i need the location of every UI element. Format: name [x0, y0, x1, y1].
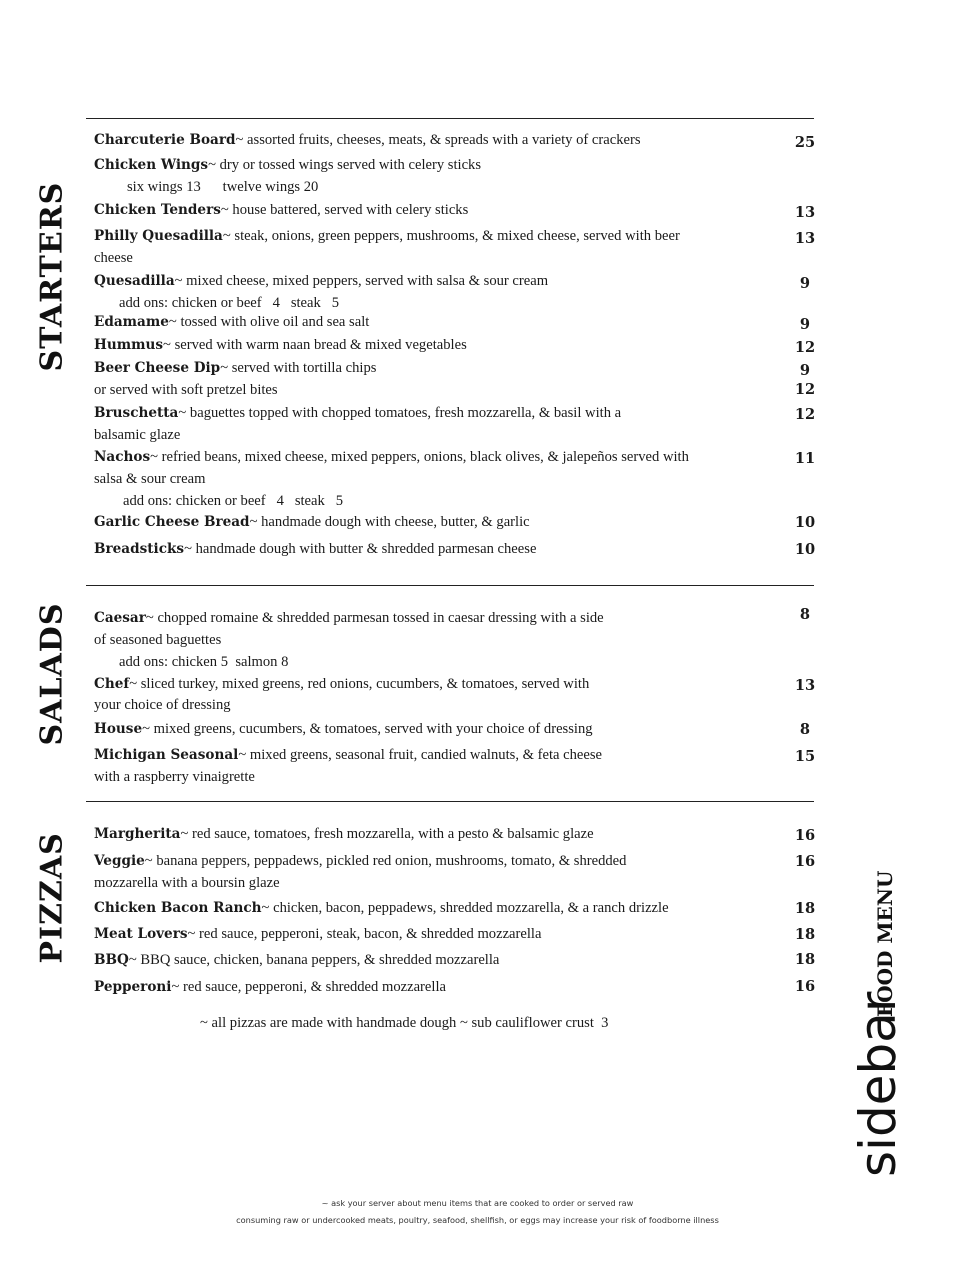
item-desc-cont: salsa & sour cream [94, 471, 206, 487]
item-desc: ~ served with warm naan bread & mixed vegetables [163, 337, 467, 353]
menu-item-nachos [94, 447, 784, 467]
item-name: Chef [94, 676, 130, 692]
item-name: Chicken Bacon Ranch [94, 900, 262, 916]
item-sub: add ons: chicken or beef 4 steak 5 [123, 493, 344, 509]
menu-item-veggie [94, 851, 784, 871]
divider-top [86, 118, 814, 119]
item-price: 18 [794, 900, 816, 917]
menu-item-quesadilla [94, 271, 784, 291]
item-price: 12 [794, 406, 816, 423]
item-desc: ~ handmade dough with cheese, butter, & garlic [249, 514, 530, 530]
item-desc: ~ baguettes topped with chopped tomatoes, fresh mozzarella, & basil with a [178, 405, 622, 421]
item-price: 11 [794, 450, 816, 467]
item-name: Nachos [94, 449, 151, 465]
menu-item-meat-lovers [94, 924, 784, 944]
item-price: 12 [794, 339, 816, 356]
section-title-pizzas: PIZZAS [34, 832, 70, 964]
item-name: Meat Lovers [94, 926, 188, 942]
footer-note-2: consuming raw or undercooked meats, poultry, seafood, shellfish, or eggs may increase your risk of foodborne illness [236, 1215, 719, 1225]
item-desc: ~ handmade dough with butter & shredded parmesan cheese [184, 541, 537, 557]
item-desc: ~ BBQ sauce, chicken, banana peppers, & shredded mozzarella [128, 952, 500, 968]
menu-item-michigan-seasonal [94, 745, 784, 765]
item-name: Breadsticks [94, 541, 185, 557]
item-desc-cont: or served with soft pretzel bites [94, 382, 278, 398]
item-desc: ~ served with tortilla chips [220, 360, 377, 376]
menu-item-garlic-cheese-bread [94, 512, 784, 532]
item-price: 16 [794, 978, 816, 995]
item-desc-cont: cheese [94, 250, 133, 266]
item-desc: ~ red sauce, pepperoni, & shredded mozzarella [171, 979, 446, 995]
item-sub: six wings 13 twelve wings 20 [127, 179, 319, 195]
item-name: Bruschetta [94, 405, 179, 421]
item-name: Philly Quesadilla [94, 228, 223, 244]
item-name: Michigan Seasonal [94, 747, 239, 763]
brand-tagline: FOOD MENU [873, 870, 897, 1017]
menu-item-breadsticks [94, 539, 784, 559]
item-desc: ~ assorted fruits, cheeses, meats, & spreads with a variety of crackers [235, 132, 641, 148]
item-name: Pepperoni [94, 979, 172, 995]
item-price: 18 [794, 951, 816, 968]
menu-item-chicken-wings [94, 155, 784, 175]
footer-note-1: ~ ask your server about menu items that are cooked to order or served raw [321, 1198, 634, 1208]
item-name: Beer Cheese Dip [94, 360, 221, 376]
menu-item-chicken-bacon-ranch [94, 898, 784, 918]
menu-item-chef [94, 674, 784, 694]
brand-logo [845, 835, 915, 1185]
item-desc-cont: balsamic glaze [94, 427, 181, 443]
item-desc: ~ chopped romaine & shredded parmesan tossed in caesar dressing with a side [145, 610, 604, 626]
item-desc-cont: your choice of dressing [94, 697, 231, 713]
item-price: 13 [794, 230, 816, 247]
item-name: House [94, 721, 143, 737]
item-price: 8 [799, 721, 811, 738]
divider-pizzas [86, 801, 814, 802]
brand-name: sidebar [849, 991, 907, 1177]
menu-item-margherita [94, 824, 784, 844]
item-name: BBQ [94, 952, 129, 968]
item-price: 25 [794, 134, 816, 151]
item-desc: ~ house battered, served with celery sticks [220, 202, 469, 218]
item-name: Chicken Wings [94, 157, 209, 173]
item-price: 9 [799, 362, 811, 379]
item-desc: ~ tossed with olive oil and sea salt [168, 314, 370, 330]
menu-item-bruschetta [94, 403, 784, 423]
menu-item-beer-cheese-dip [94, 358, 784, 378]
item-sub: add ons: chicken 5 salmon 8 [119, 654, 289, 670]
item-desc: ~ banana peppers, peppadews, pickled red onion, mushrooms, tomato, & shredded [144, 853, 627, 869]
item-price: 13 [794, 677, 816, 694]
item-price: 9 [799, 316, 811, 333]
item-price: 9 [799, 275, 811, 292]
menu-item-edamame [94, 312, 784, 332]
section-title-salads: SALADS [34, 602, 70, 746]
item-price: 10 [794, 541, 816, 558]
item-price: 16 [794, 853, 816, 870]
item-sub: add ons: chicken or beef 4 steak 5 [119, 295, 340, 311]
pizza-note: ~ all pizzas are made with handmade dough ~ sub cauliflower crust 3 [200, 1015, 609, 1031]
item-name: Margherita [94, 826, 181, 842]
item-name: Edamame [94, 314, 169, 330]
menu-item-caesar [94, 608, 784, 628]
item-desc-cont: mozzarella with a boursin glaze [94, 875, 280, 891]
item-desc: ~ dry or tossed wings served with celery sticks [208, 157, 482, 173]
item-name: Charcuterie Board [94, 132, 236, 148]
item-desc: ~ mixed greens, seasonal fruit, candied walnuts, & feta cheese [238, 747, 603, 763]
item-price-alt: 12 [794, 381, 816, 398]
menu-item-chicken-tenders [94, 200, 784, 220]
item-name: Chicken Tenders [94, 202, 221, 218]
menu-item-philly-quesadilla [94, 226, 784, 246]
item-name: Caesar [94, 610, 146, 626]
item-price: 15 [794, 748, 816, 765]
item-desc: ~ mixed cheese, mixed peppers, served with salsa & sour cream [174, 273, 549, 289]
item-desc: ~ red sauce, pepperoni, steak, bacon, & shredded mozzarella [187, 926, 542, 942]
item-desc-cont: with a raspberry vinaigrette [94, 769, 255, 785]
menu-item-bbq [94, 950, 784, 970]
menu-item-pepperoni [94, 977, 784, 997]
item-desc-cont: of seasoned baguettes [94, 632, 222, 648]
item-desc: ~ chicken, bacon, peppadews, shredded mozzarella, & a ranch drizzle [261, 900, 669, 916]
menu-item-charcuterie [94, 130, 784, 150]
item-desc: ~ red sauce, tomatoes, fresh mozzarella, with a pesto & balsamic glaze [180, 826, 594, 842]
item-desc: ~ refried beans, mixed cheese, mixed peppers, onions, black olives, & jalepeños served with [150, 449, 689, 465]
item-name: Hummus [94, 337, 164, 353]
item-desc: ~ steak, onions, green peppers, mushrooms, & mixed cheese, served with beer [222, 228, 680, 244]
item-price: 13 [794, 204, 816, 221]
item-name: Quesadilla [94, 273, 175, 289]
item-name: Garlic Cheese Bread [94, 514, 250, 530]
divider-salads [86, 585, 814, 586]
menu-item-house [94, 719, 784, 739]
item-desc: ~ mixed greens, cucumbers, & tomatoes, served with your choice of dressing [142, 721, 593, 737]
item-price: 10 [794, 514, 816, 531]
menu-item-hummus [94, 335, 784, 355]
item-desc: ~ sliced turkey, mixed greens, red onions, cucumbers, & tomatoes, served with [129, 676, 590, 692]
item-price: 16 [794, 827, 816, 844]
section-title-starters: STARTERS [34, 181, 70, 372]
item-price: 18 [794, 926, 816, 943]
item-name: Veggie [94, 853, 145, 869]
item-price: 8 [799, 606, 811, 623]
